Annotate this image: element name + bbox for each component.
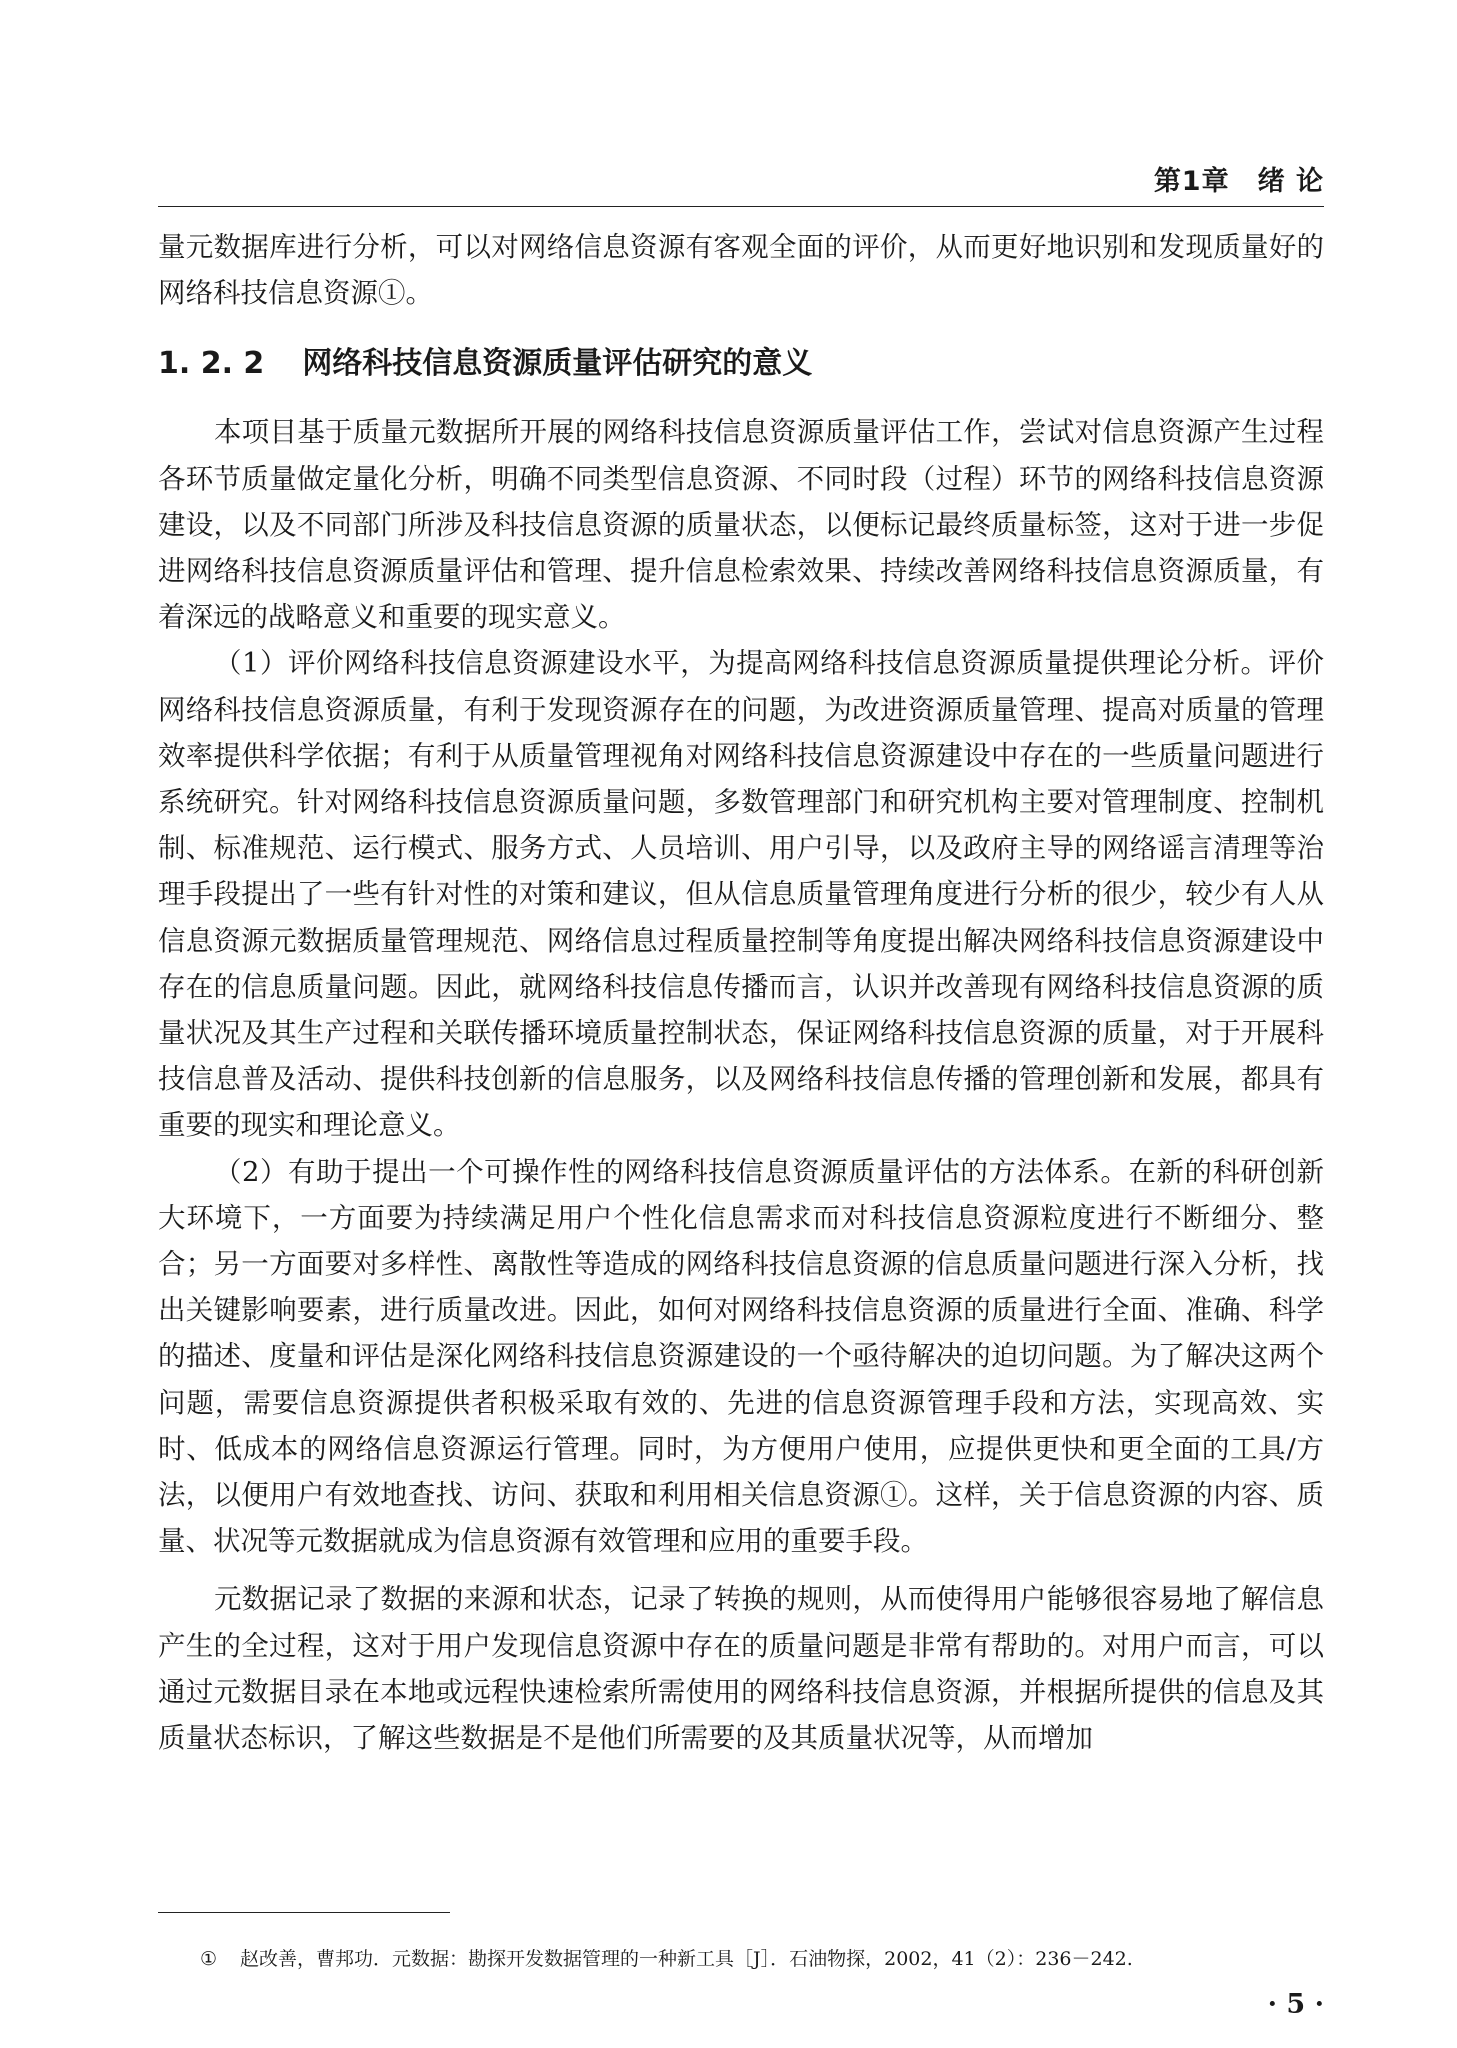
paragraph-metadata: 元数据记录了数据的来源和状态，记录了转换的规则，从而使得用户能够很容易地了解信息产生的全过程，这对于用户发现信息资源中存在的质量问题是非常有帮助的。对用户而言，可以通过元数据目录在本地或远程快速检索所需使用的网络科技信息资源，并根据所提供的信息及其质量状态标识，了解这些数据是不是他们所需要的及其质量状况等，从而增加 [158,1583,1324,1755]
footnote [200,1946,1324,1972]
footnote-marker: ① [200,1948,218,1970]
paragraph-point-1: （1）评价网络科技信息资源建设水平，为提高网络科技信息资源质量提供理论分析。评价网络科技信息资源质量，有利于发现资源存在的问题，为改进资源质量管理、提高对质量的管理效率提供科学依据；有利于从质量管理视角对网络科技信息资源建设中存在的一些质量问题进行系统研究。针对网络科技信息资源质量问题，多数管理部门和研究机构主要对管理制度、控制机制、标准规范、运行模式、服务方式、人员培训、用户引导，以及政府主导的网络谣言清理等治理手段提出了一些有针对性的对策和建议，但从信息质量管理角度进行分析的很少，较少有人从信息资源元数据质量管理规范、网络信息过程质量控制等角度提出解决网络科技信息资源建设中存在的信息质量问题。因此，就网络科技信息传播而言，认识并改善现有网络科技信息资源的质量状况及其生产过程和关联传播环境质量控制状态，保证网络科技信息资源的质量，对于开展科技信息普及活动、提供科技创新的信息服务，以及网络科技信息传播的管理创新和发展，都具有重要的现实和理论意义。 [158,647,1324,1142]
section-number: 1. 2. 2 [158,346,265,382]
page-number: · 5 · [1267,1989,1324,2020]
footnote-text: 赵改善，曹邦功．元数据：勘探开发数据管理的一种新工具［J］．石油物探，2002，41（2）：236－242. [240,1948,1133,1970]
header-rule [158,206,1324,207]
paragraph-point-2: （2）有助于提出一个可操作性的网络科技信息资源质量评估的方法体系。在新的科研创新大环境下，一方面要为持续满足用户个性化信息需求而对科技信息资源粒度进行不断细分、整合；另一方面要对多样性、离散性等造成的网络科技信息资源的信息质量问题进行深入分析，找出关键影响要素，进行质量改进。因此，如何对网络科技信息资源的质量进行全面、准确、科学的描述、度量和评估是深化网络科技信息资源建设的一个亟待解决的迫切问题。为了解决这两个问题，需要信息资源提供者积极采取有效的、先进的信息资源管理手段和方法，实现高效、实时、低成本的网络信息资源运行管理。同时，为方便用户使用，应提供更快和更全面的工具/方法，以便用户有效地查找、访问、获取和利用相关信息资源①。这样，关于信息资源的内容、质量、状况等元数据就成为信息资源有效管理和应用的重要手段。 [158,1155,1324,1558]
running-head: 第1章 绪 论 [1153,166,1324,197]
paragraph-gap [158,1564,1324,1576]
footnote-rule [158,1912,450,1913]
paragraph-intro: 本项目基于质量元数据所开展的网络科技信息资源质量评估工作，尝试对信息资源产生过程各环节质量做定量化分析，明确不同类型信息资源、不同时段（过程）环节的网络科技信息资源建设，以及不同部门所涉及科技信息资源的质量状态，以便标记最终质量标签，这对于进一步促进网络科技信息资源质量评估和管理、提升信息检索效果、持续改善网络科技信息资源质量，有着深远的战略意义和重要的现实意义。 [158,416,1324,634]
body-text [158,224,1324,1761]
section-heading [158,344,1324,384]
paragraph-continued: 量元数据库进行分析，可以对网络信息资源有客观全面的评价，从而更好地识别和发现质量好的网络科技信息资源①。 [158,231,1324,310]
section-title: 网络科技信息资源质量评估研究的意义 [302,346,813,382]
